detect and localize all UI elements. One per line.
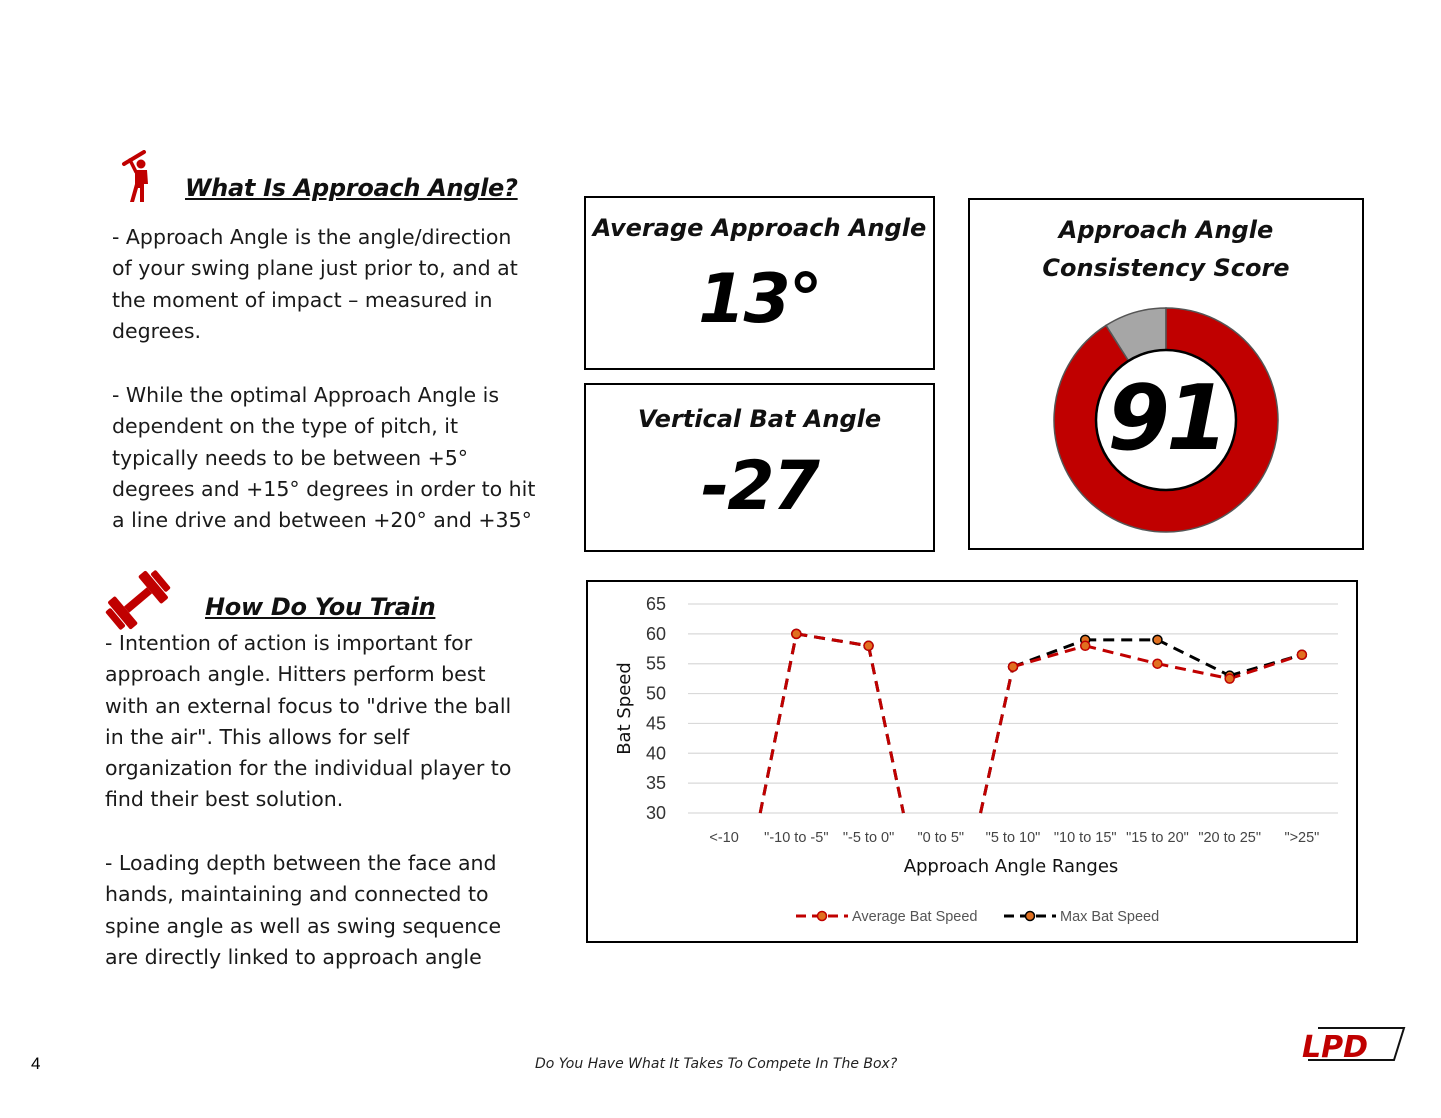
- consistency-score-value: 91: [1107, 366, 1225, 471]
- baseball-batter-icon: [120, 150, 160, 204]
- chart-data-point: [864, 641, 873, 650]
- dumbbell-icon: [105, 570, 171, 630]
- footer-tagline: Do You Have What It Takes To Compete In The Box?: [535, 1056, 898, 1072]
- chart-series-line-segment: [796, 634, 868, 646]
- chart-series-line-segment: [981, 667, 1013, 813]
- vertical-bat-angle-card: [584, 383, 935, 552]
- average-approach-angle-label: Average Approach Angle: [592, 214, 927, 242]
- chart-series-line-segment: [1085, 646, 1157, 664]
- vertical-bat-angle-label: Vertical Bat Angle: [637, 405, 882, 433]
- approach-angle-optimal-range: - While the optimal Approach Angle is dependent on the type of pitch, it typically needs to be between +5° degrees and +15° degrees in order to hit a line drive and between +20° and +35°: [112, 383, 536, 533]
- lpd-logo-text: LPD: [1302, 1030, 1369, 1064]
- vertical-bat-angle-value: -27: [701, 447, 818, 526]
- chart-x-tick-label: <-10: [709, 830, 739, 846]
- chart-series-line-segment: [1013, 640, 1085, 667]
- chart-y-axis-label: Bat Speed: [614, 662, 635, 755]
- chart-x-tick-label: "5 to 10": [985, 830, 1041, 846]
- chart-data-point: [1297, 650, 1306, 659]
- chart-x-tick-label: "10 to 15": [1053, 830, 1117, 846]
- approach-angle-definition: - Approach Angle is the angle/direction of your swing plane just prior to, and at the moment of impact – measured in degrees.: [112, 225, 518, 343]
- training-loading-text: - Loading depth between the face and hands, maintaining and connected to spine angle as well as swing sequence are directly linked to approach angle: [105, 851, 502, 969]
- chart-y-tick-label: 60: [645, 623, 666, 644]
- chart-x-tick-label: "0 to 5": [917, 830, 965, 846]
- bat-speed-line-chart: [588, 582, 1356, 941]
- chart-data-point: [1153, 659, 1162, 668]
- section-title-how-to-train: How Do You Train: [205, 593, 436, 621]
- chart-y-tick-label: 55: [645, 653, 666, 674]
- chart-legend-label: Average Bat Speed: [852, 909, 978, 925]
- consistency-score-card: [968, 198, 1364, 550]
- chart-y-tick-label: 50: [645, 683, 666, 704]
- consistency-score-label-line1: Approach Angle: [1058, 216, 1274, 244]
- chart-x-tick-label: "-10 to -5": [764, 830, 829, 846]
- chart-y-tick-label: 30: [645, 803, 666, 823]
- chart-y-tick-label: 45: [645, 713, 666, 734]
- chart-series-line-segment: [1157, 664, 1229, 679]
- chart-y-tick-label: 40: [645, 743, 666, 764]
- chart-x-tick-label: ">25": [1284, 830, 1320, 846]
- chart-series-line-segment: [1230, 655, 1302, 679]
- section-title-approach-angle: What Is Approach Angle?: [185, 174, 518, 202]
- chart-data-point: [792, 629, 801, 638]
- chart-data-point: [1225, 674, 1234, 683]
- chart-y-tick-label: 65: [645, 594, 666, 614]
- average-approach-angle-value: 13°: [698, 260, 821, 339]
- chart-y-tick-label: 35: [645, 773, 666, 794]
- chart-data-point: [1009, 662, 1018, 671]
- consistency-score-label-line2: Consistency Score: [1042, 254, 1290, 282]
- chart-series-line-segment: [869, 646, 904, 813]
- chart-legend-label: Max Bat Speed: [1060, 909, 1160, 925]
- chart-data-point: [1153, 635, 1162, 644]
- chart-data-point: [1081, 641, 1090, 650]
- training-intention-text: - Intention of action is important for approach angle. Hitters perform best with an external focus to "drive the ball in the air". This allows for self organization for the individual player to find their best solution.: [105, 631, 512, 812]
- chart-legend-marker: [818, 912, 827, 921]
- chart-x-axis-label: Approach Angle Ranges: [903, 856, 1119, 877]
- chart-x-tick-label: "-5 to 0": [842, 830, 895, 846]
- chart-legend-marker: [1026, 912, 1035, 921]
- chart-x-tick-label: "15 to 20": [1126, 830, 1189, 846]
- bat-speed-chart-card: [586, 580, 1358, 943]
- chart-x-tick-label: "20 to 25": [1198, 830, 1262, 846]
- page-number: 4: [31, 1054, 41, 1073]
- average-approach-angle-card: [584, 196, 935, 370]
- lpd-logo: [1298, 1024, 1408, 1064]
